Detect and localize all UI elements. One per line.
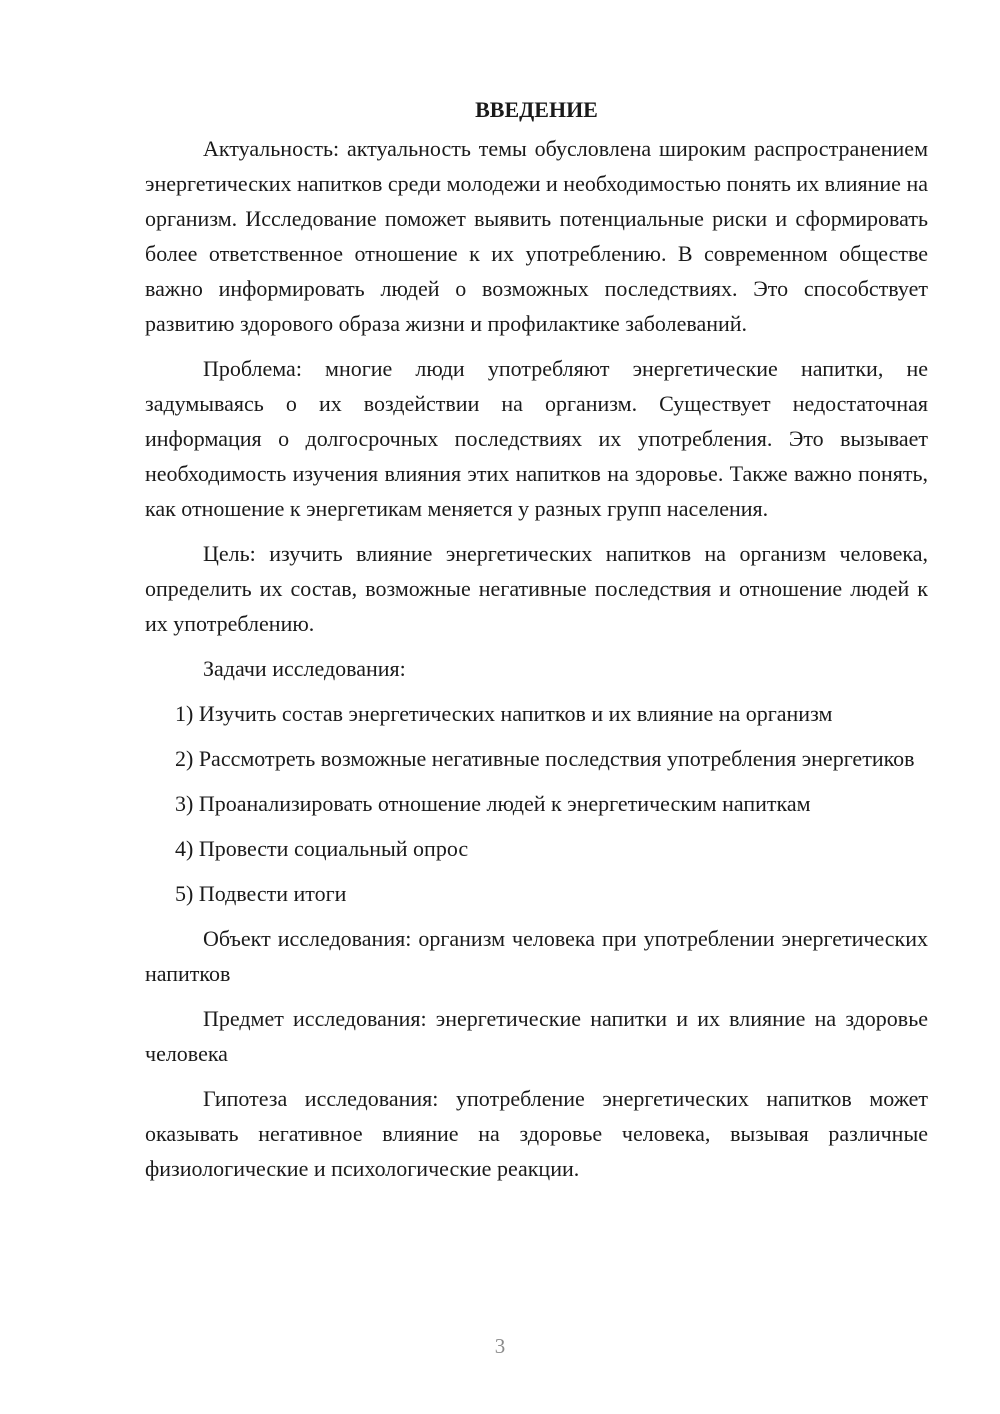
tasks-heading: Задачи исследования: bbox=[203, 656, 406, 681]
object-paragraph: Объект исследования: организм человека при употреблении энергетических напитков bbox=[145, 926, 928, 986]
relevance-paragraph: Актуальность: актуальность темы обусловлена широким распространением энергетических напитков среди молодежи и необходимостью понять их влияние на организм. Исследование поможет выявить потенциальные риски и сформировать более ответственное отношение к их употреблению. В современном обществе важно информировать людей о возможных последствиях. Это способствует развитию здорового образа жизни и профилактике заболеваний. bbox=[145, 136, 928, 336]
task-item: 1) Изучить состав энергетических напитков и их влияние на организм bbox=[175, 701, 833, 726]
task-item: 2) Рассмотреть возможные негативные последствия употребления энергетиков bbox=[175, 746, 915, 771]
task-item: 5) Подвести итоги bbox=[175, 881, 347, 906]
task-item: 3) Проанализировать отношение людей к энергетическим напиткам bbox=[175, 791, 811, 816]
problem-paragraph: Проблема: многие люди употребляют энергетические напитки, не задумываясь о их воздействии на организм. Существует недостаточная информация о долгосрочных последствиях их употребления. Это вызывает необходимость изучения влияния этих напитков на здоровье. Также важно понять, как отношение к энергетикам меняется у разных групп населения. bbox=[145, 356, 928, 521]
document-page bbox=[145, 92, 928, 1196]
page-number: 3 bbox=[494, 1334, 506, 1358]
hypothesis-paragraph: Гипотеза исследования: употребление энергетических напитков может оказывать негативное влияние на здоровье человека, вызывая различные физиологические и психологические реакции. bbox=[145, 1086, 928, 1181]
goal-paragraph: Цель: изучить влияние энергетических напитков на организм человека, определить их состав, возможные негативные последствия и отношение людей к их употреблению. bbox=[145, 541, 928, 636]
section-title: ВВЕДЕНИЕ bbox=[475, 97, 598, 122]
task-item: 4) Провести социальный опрос bbox=[175, 836, 469, 861]
subject-paragraph: Предмет исследования: энергетические напитки и их влияние на здоровье человека bbox=[145, 1006, 928, 1066]
